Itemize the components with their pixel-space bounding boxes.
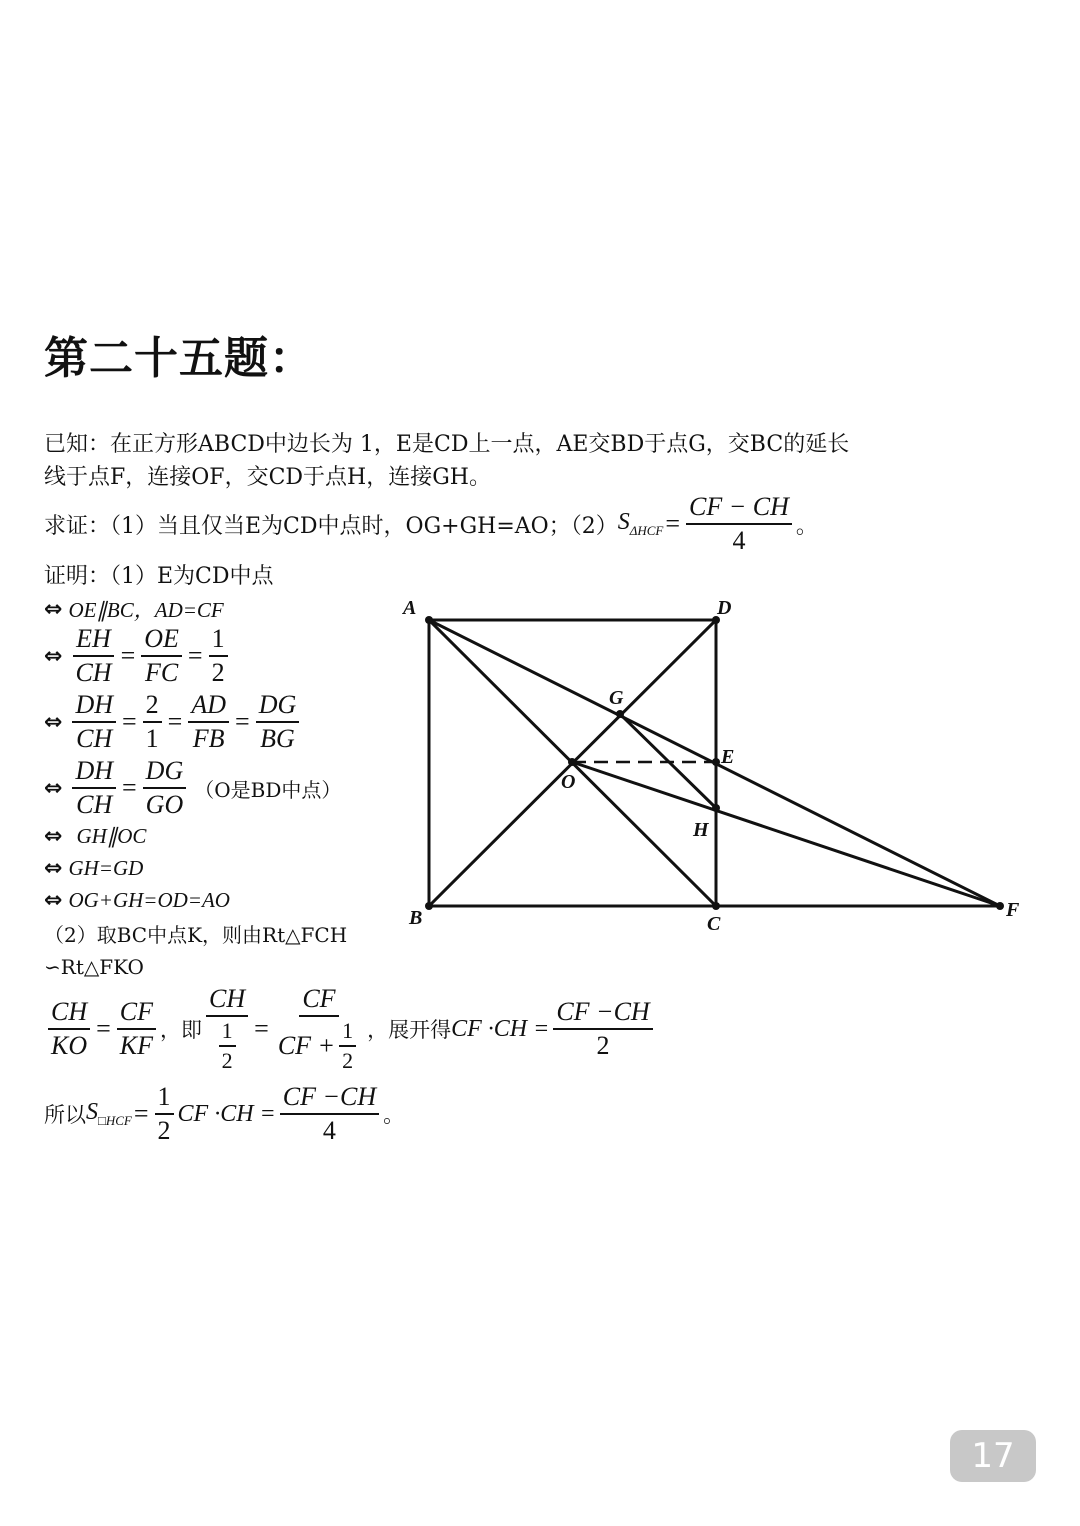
- page-number-badge: 17: [950, 1430, 1036, 1482]
- label-D: D: [717, 597, 732, 619]
- point-A: [425, 616, 433, 624]
- claim-prefix: 求证：（1）当且仅当E为CD中点时，OG+GH=AO；（2）: [44, 513, 618, 539]
- claim-line: [44, 494, 818, 554]
- proof-part2-line2: ∽Rt△FKO: [44, 955, 144, 979]
- label-H: H: [693, 819, 709, 841]
- claim-fraction: $\frac{CF - CH}{4}$: [686, 494, 792, 554]
- point-C: [712, 902, 720, 910]
- claim-equals: =: [665, 509, 681, 538]
- point-H: [712, 804, 720, 812]
- proof-step-4: ⇔ $\frac{DH}{CH}$ = $\frac{DG}{GO}$ （O是BD中点）: [44, 756, 342, 819]
- label-C: C: [707, 913, 721, 935]
- label-G: G: [609, 687, 624, 709]
- point-B: [425, 902, 433, 910]
- label-B: B: [409, 907, 423, 929]
- point-G: [616, 710, 624, 718]
- problem-line-1: 已知：在正方形ABCD中边长为 1，E是CD上一点，AE交BD于点G，交BC的延长: [44, 432, 850, 457]
- problem-title: 第二十五题：: [44, 333, 314, 384]
- claim-area-symbol: $S_{\Delta HCF}$: [617, 509, 664, 538]
- proof-step-5: ⇔ GH∥OC: [44, 824, 147, 849]
- proof-step-7: ⇔ OG+GH=OD=AO: [44, 888, 230, 913]
- claim-end: 。: [795, 513, 818, 539]
- proof-step-6: ⇔ GH=GD: [44, 856, 144, 881]
- geometry-figure: [395, 590, 1035, 940]
- problem-line-2: 线于点F，连接OF，交CD于点H，连接GH。: [44, 465, 491, 490]
- proof-equation-1: $\frac{CH}{KO}$ = $\frac{CF}{KF}$ ，即 $\frac{CH}{\frac{1}{2}}$ = CF CF + $\frac{1}{2}$ ，展开得 CF ·CH = $\frac{CF -CH}{2}$: [44, 986, 657, 1072]
- proof-step-1: ⇔ OE∥BC，AD=CF: [44, 596, 224, 622]
- proof-step-2: ⇔ $\frac{EH}{CH}$ = $\frac{OE}{FC}$ = $\frac{1}{2}$: [44, 626, 232, 686]
- label-A: A: [403, 597, 417, 619]
- label-F: F: [1006, 899, 1020, 921]
- point-E: [712, 758, 720, 766]
- point-F: [996, 902, 1004, 910]
- label-E: E: [721, 746, 735, 768]
- proof-part2-line1: （2）取BC中点K，则由Rt△FCH: [44, 923, 348, 947]
- point-O: [568, 758, 576, 766]
- proof-equation-2: 所以 $S_{□HCF}$ = $\frac{1}{2}$ CF ·CH = $\frac{CF -CH}{4}$ 。: [44, 1082, 405, 1145]
- proof-intro: 证明：（1）E为CD中点: [44, 564, 274, 589]
- proof-step-3: ⇔ $\frac{DH}{CH}$ = $\frac{2}{1}$ = $\frac{AD}{FB}$ = $\frac{DG}{BG}$: [44, 692, 303, 752]
- segment-OF: [572, 762, 1000, 906]
- label-O: O: [561, 771, 576, 793]
